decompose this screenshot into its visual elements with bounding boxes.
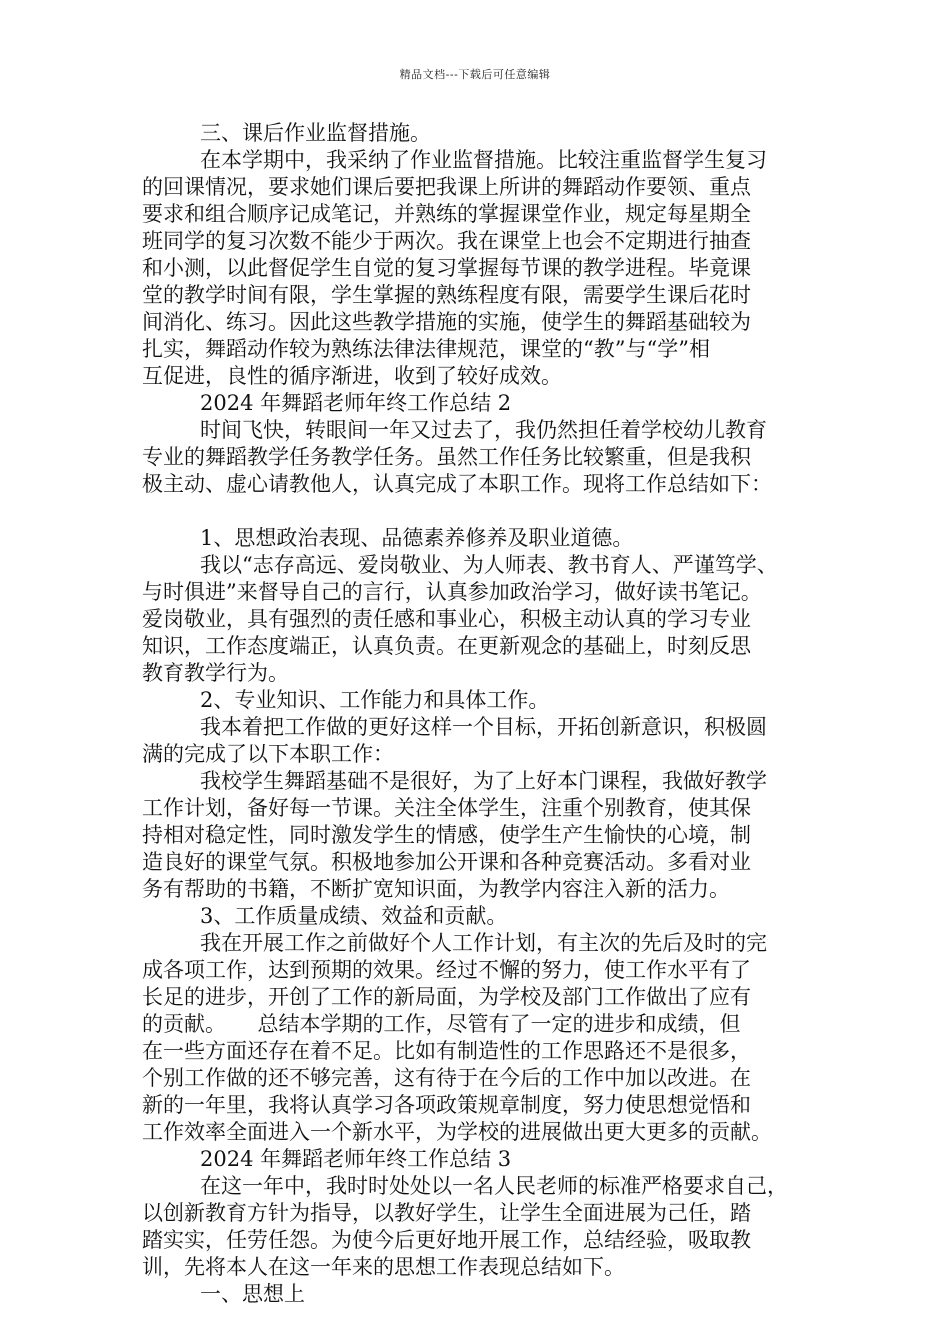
text-line: 的回课情况，要求她们课后要把我课上所讲的舞蹈动作要领、重点 xyxy=(142,175,751,199)
text-line: 教育教学行为。 xyxy=(142,661,289,685)
text-line: 3、工作质量成绩、效益和贡献。 xyxy=(200,904,508,928)
text-line: 知识，工作态度端正，认真负责。在更新观念的基础上，时刻反思 xyxy=(142,634,751,658)
text-line: 造良好的课堂气氛。积极地参加公开课和各种竞赛活动。多看对业 xyxy=(142,850,751,874)
text-line: 互促进，良性的循序渐进，收到了较好成效。 xyxy=(142,364,562,388)
text-line: 新的一年里，我将认真学习各项政策规章制度，努力使思想觉悟和 xyxy=(142,1093,751,1117)
text-line: 我校学生舞蹈基础不是很好，为了上好本门课程，我做好教学 xyxy=(200,769,767,793)
text-line: 扎实，舞蹈动作较为熟练法律法律规范，课堂的“教”与“学”相 xyxy=(142,337,710,361)
document-body xyxy=(142,120,814,1308)
text-line: 踏实实，任劳任怨。为使今后更好地开展工作，总结经验，吸取教 xyxy=(142,1228,751,1252)
text-line: 2024 年舞蹈老师年终工作总结 2 xyxy=(200,391,512,415)
text-line: 一、思想上 xyxy=(200,1282,305,1306)
text-line: 以创新教育方针为指导，以教好学生，让学生全面进展为己任，踏 xyxy=(142,1201,751,1225)
text-line: 在这一年中，我时时处处以一名人民老师的标准严格要求自己， xyxy=(200,1174,788,1198)
text-line: 长足的进步，开创了工作的新局面，为学校及部门工作做出了应有 xyxy=(142,985,751,1009)
text-line: 工作效率全面进入一个新水平，为学校的进展做出更大更多的贡献。 xyxy=(142,1120,772,1144)
text-line: 我本着把工作做的更好这样一个目标，开拓创新意识，积极圆 xyxy=(200,715,767,739)
text-line: 与时俱进”来督导自己的言行，认真参加政治学习，做好读书笔记。 xyxy=(142,580,762,604)
text-line: 1、思想政治表现、品德素养修养及职业道德。 xyxy=(200,526,634,550)
blank-line xyxy=(142,498,814,525)
text-line: 个别工作做的还不够完善，这有待于在今后的工作中加以改进。在 xyxy=(142,1066,751,1090)
text-line: 我以“志存高远、爱岗敬业、为人师表、教书育人、严谨笃学、 xyxy=(200,553,778,577)
text-line: 三、课后作业监督措施。 xyxy=(200,121,431,145)
text-line: 在本学期中，我采纳了作业监督措施。比较注重监督学生复习 xyxy=(200,148,767,172)
text-line: 要求和组合顺序记成笔记，并熟练的掌握课堂作业，规定每星期全 xyxy=(142,202,751,226)
text-line: 2024 年舞蹈老师年终工作总结 3 xyxy=(200,1147,512,1171)
text-line: 成各项工作，达到预期的效果。经过不懈的努力，使工作水平有了 xyxy=(142,958,751,982)
text-line: 训，先将本人在这一年来的思想工作表现总结如下。 xyxy=(142,1255,625,1279)
text-line: 在一些方面还存在着不足。比如有制造性的工作思路还不是很多， xyxy=(142,1039,751,1063)
text-line: 堂的教学时间有限，学生掌握的熟练程度有限，需要学生课后花时 xyxy=(142,283,751,307)
text-line: 的贡献。 总结本学期的工作，尽管有了一定的进步和成绩，但 xyxy=(142,1012,741,1036)
text-line: 满的完成了以下本职工作： xyxy=(142,742,394,766)
page-header: 精品文档---下载后可任意编辑 xyxy=(399,68,551,81)
text-line: 工作计划，备好每一节课。关注全体学生，注重个别教育，使其保 xyxy=(142,796,751,820)
text-line: 极主动、虚心请教他人，认真完成了本职工作。现将工作总结如下： xyxy=(142,472,772,496)
text-line: 我在开展工作之前做好个人工作计划，有主次的先后及时的完 xyxy=(200,931,767,955)
text-line: 持相对稳定性，同时激发学生的情感，使学生产生愉快的心境，制 xyxy=(142,823,751,847)
text-line: 和小测，以此督促学生自觉的复习掌握每节课的教学进程。毕竟课 xyxy=(142,256,751,280)
text-line: 爱岗敬业，具有强烈的责任感和事业心，积极主动认真的学习专业 xyxy=(142,607,751,631)
text-line: 2、专业知识、工作能力和具体工作。 xyxy=(200,688,550,712)
text-line: 班同学的复习次数不能少于两次。我在课堂上也会不定期进行抽查 xyxy=(142,229,751,253)
text-line: 务有帮助的书籍，不断扩宽知识面，为教学内容注入新的活力。 xyxy=(142,877,730,901)
text-line: 专业的舞蹈教学任务教学任务。虽然工作任务比较繁重，但是我积 xyxy=(142,445,751,469)
text-line: 间消化、练习。因此这些教学措施的实施，使学生的舞蹈基础较为 xyxy=(142,310,751,334)
text-line: 时间飞快，转眼间一年又过去了，我仍然担任着学校幼儿教育 xyxy=(200,418,767,442)
